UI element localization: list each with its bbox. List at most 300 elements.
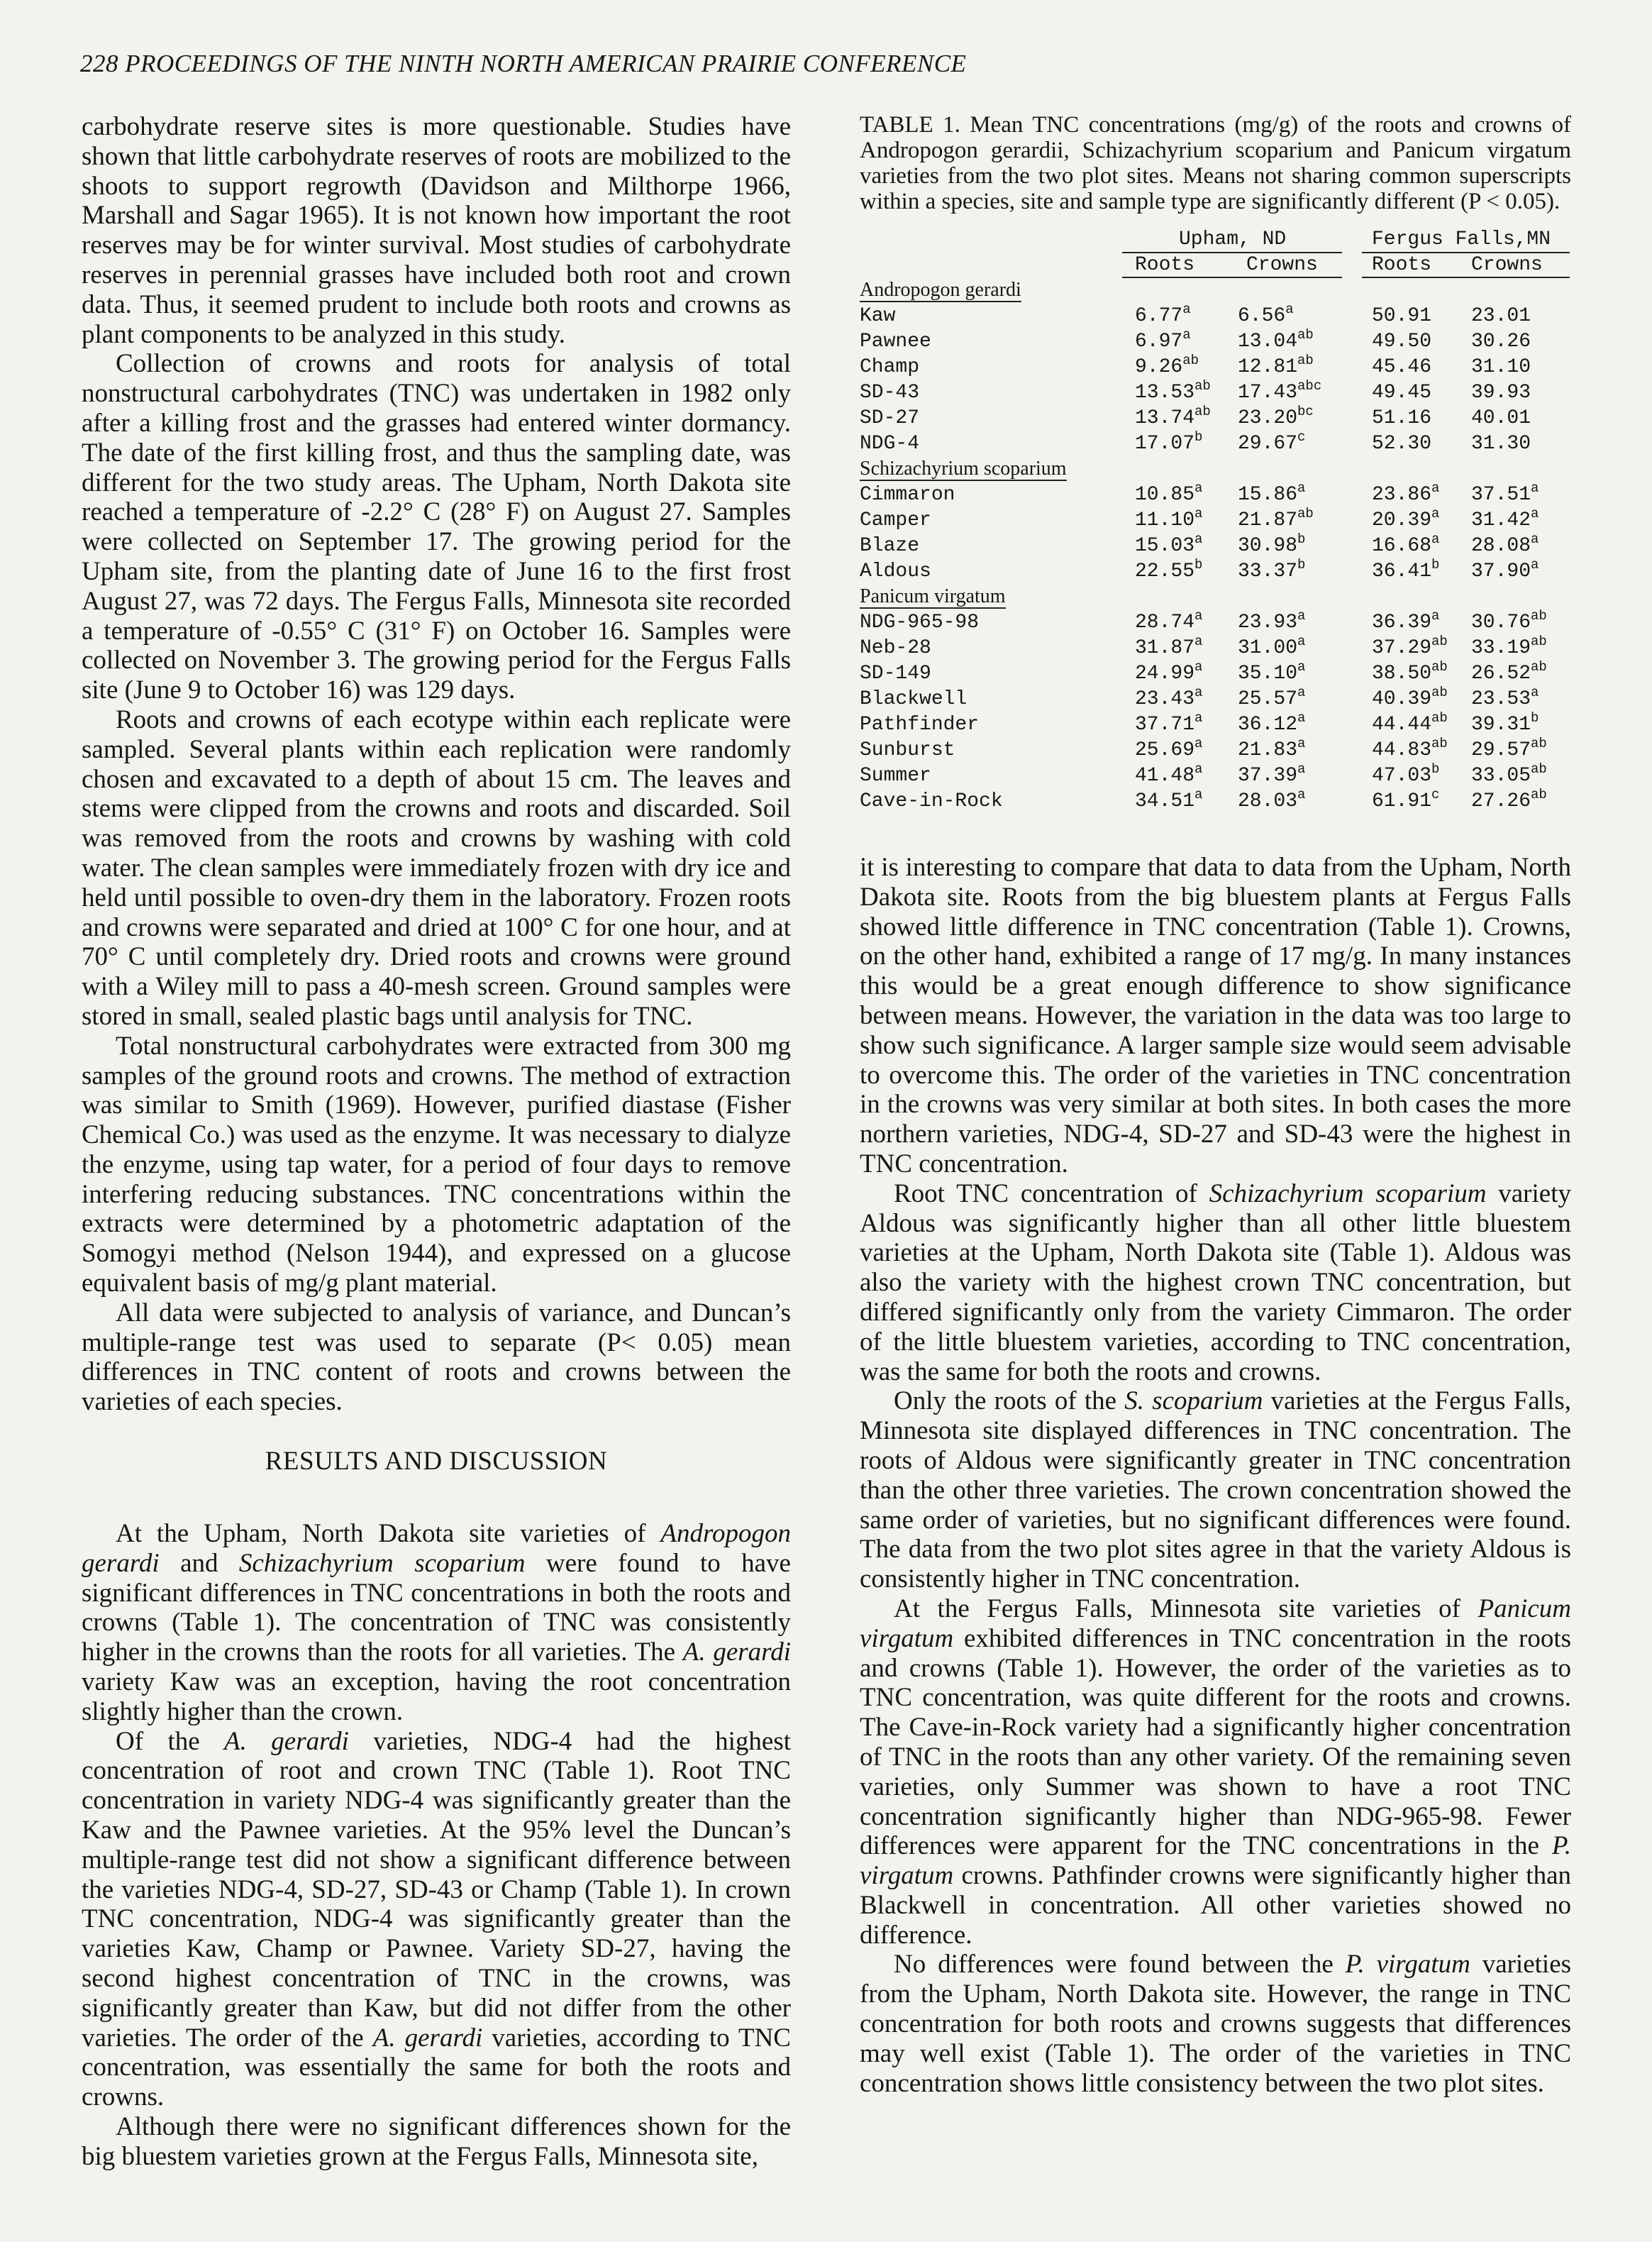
cell-value: 52.30 [1372,433,1432,455]
significance-letter: ab [1531,761,1547,777]
table-cell [1372,608,1440,634]
paragraph [82,705,791,1032]
cell-value: 9.26 [1135,356,1183,378]
paragraph [82,2112,791,2172]
site-header: Fergus Falls,MN [1372,228,1551,250]
table-cell [1135,634,1203,659]
cell-value: 31.10 [1471,356,1531,378]
cell-value: 23.53 [1471,688,1531,710]
table-cell [1135,353,1199,378]
cell-value: 20.39 [1372,509,1432,531]
significance-letter: ab [1431,685,1448,700]
table-row [860,378,1571,407]
table-cell [1135,608,1203,634]
cell-value: 30.76 [1471,612,1531,634]
column-rule [1362,277,1570,278]
cell-value: 30.98 [1238,535,1298,557]
table-row [860,761,1571,790]
cell-value: 31.00 [1238,637,1298,659]
cell-value: 50.91 [1372,305,1432,327]
significance-letter: a [1194,761,1203,777]
variety-name: Pathfinder [860,714,980,736]
table-cell [1135,480,1203,506]
table-cell [1471,608,1547,634]
significance-letter: a [1194,659,1203,675]
variety-name: SD-149 [860,663,931,685]
text-run: Total nonstructural carbohydrates were extracted from 300 mg samples of the ground roots and crowns. The method of extraction was similar to Smith (1969). However, purified diastase (Fisher Chemical Co.) was used as the enzyme. It was necessary to dialyze the enzyme, using tap water, for a period of four days to remove interfering reducing substances. TNC concentrations within the extracts were determined by a photometric adaptation of the Somogyi method (Nelson 1944), and expressed on a glucose equivalent basis of mg/g plant material. [82,1031,791,1298]
significance-letter: a [1531,480,1539,496]
paragraph [860,1386,1571,1594]
text-run: Only the roots of the [894,1386,1125,1416]
table-cell [1135,787,1203,812]
cell-value: 29.57 [1471,739,1531,761]
site-header: Upham, ND [1179,228,1287,250]
table-cell [1372,531,1440,557]
table-cell [1471,331,1531,353]
table-row [860,634,1571,663]
significance-letter: a [1194,531,1203,547]
variety-name: Cimmaron [860,484,955,506]
methods-text [82,112,791,1417]
cell-value: 36.12 [1238,714,1298,736]
table-cell [1238,480,1306,506]
table-cell [1372,305,1431,327]
cell-value: 34.51 [1135,790,1195,812]
variety-name: Neb-28 [860,637,931,659]
table-cell [1135,506,1203,531]
table-cell [1135,302,1191,327]
text-run: varieties at the Fergus Falls, Minnesota site displayed differences in TNC concentration. The roots of Aldous were significantly greater in TNC concentration than the other three varieties. The crown concentration showed the same order of varieties, but no significant differences were found. The data from the two plot sites agree in that the variety Aldous is consistently higher in TNC concentration. [860,1386,1571,1594]
cell-value: 23.01 [1471,305,1531,327]
variety-name: NDG-4 [860,433,920,455]
cell-value: 44.83 [1372,739,1432,761]
table-cell [1238,634,1306,659]
table-row [860,531,1571,560]
cell-value: 37.51 [1471,484,1531,506]
italic-term: Andropogon gerardi [82,1519,791,1578]
cell-value: 13.74 [1135,407,1195,429]
table-cell [1238,429,1306,455]
italic-term: P. virgatum [1345,1950,1470,1979]
table-cell [1471,506,1539,531]
table-cell [1135,378,1211,404]
variety-name: SD-43 [860,382,920,404]
significance-letter: ab [1431,736,1448,751]
cell-value: 33.19 [1471,637,1531,659]
cell-value: 21.87 [1238,509,1298,531]
variety-name: Aldous [860,560,931,582]
cell-value: 30.26 [1471,331,1531,353]
significance-letter: b [1297,557,1306,573]
cell-value: 39.93 [1471,382,1531,404]
table-cell [1238,404,1314,429]
table-cell [1471,685,1539,710]
table-row [860,429,1571,458]
significance-letter: bc [1297,404,1314,419]
table-row [860,480,1571,509]
table-cell [1372,634,1448,659]
significance-letter: ab [1431,634,1448,649]
table-row [860,327,1571,356]
cell-value: 61.91 [1372,790,1432,812]
table-row [860,353,1571,382]
text-run: Roots and crowns of each ecotype within each replicate were sampled. Several plants within each replication were randomly chosen and excavated to a depth of about 15 cm. The leaves and stems were clipped from the crowns and roots and discarded. Soil was removed from the roots and crowns by washing with cold water. The clean samples were immediately frozen with dry ice and held until possible to oven-dry them in the laboratory. Frozen roots and crowns were separated and dried at 100° C for one hour, and at 70° C until completely dry. Dried roots and crowns were ground with a Wiley mill to pass a 40-mesh screen. Ground samples were stored in small, sealed plastic bags until analysis for TNC. [82,705,791,1031]
significance-letter: b [1431,557,1440,573]
italic-term: A. gerardi [372,2023,483,2053]
text-run: were found to have significant differences in TNC concentrations in both the roots and crowns (Table 1). The concentration of TNC was consistently higher in the crowns than the roots for all varieties. The [82,1548,791,1667]
table-cell [1471,305,1531,327]
significance-letter: ab [1297,506,1314,521]
cell-value: 17.07 [1135,433,1195,455]
significance-letter: a [1297,736,1306,751]
cell-value: 47.03 [1372,765,1432,787]
text-run: At the Upham, North Dakota site varieties of [116,1519,661,1549]
cell-value: 15.86 [1238,484,1298,506]
table-cell [1471,659,1547,685]
cell-value: 25.69 [1135,739,1195,761]
column-header: Crowns [1246,254,1318,276]
table-cell [1135,429,1203,455]
significance-letter: b [1194,557,1203,573]
table-row [860,404,1571,433]
significance-letter: a [1194,685,1203,700]
table-cell [1471,634,1547,659]
cell-value: 13.53 [1135,382,1195,404]
significance-letter: a [1531,557,1539,573]
significance-letter: a [1531,531,1539,547]
table-cell [1372,356,1431,378]
significance-letter: b [1297,531,1306,547]
text-run: it is interesting to compare that data to data from the Upham, North Dakota site. Roots from the big bluestem plants at Fergus Falls showed little difference in TNC concentration (Table 1). Crowns, on the other hand, exhibited a range of 17 mg/g. In many instances this would be a great enough difference to show significance between means. However, the variation in the data was too large to show such significance. A larger sample size would seem advisable to overcome this. The order of the varieties in TNC concentration in the crowns was very similar at both sites. In both cases the more northern varieties, NDG-4, SD-27 and SD-43 were the highest in TNC concentration. [860,853,1571,1178]
significance-letter: a [1297,685,1306,700]
cell-value: 37.90 [1471,560,1531,582]
significance-letter: ab [1531,787,1547,802]
column-header: Roots [1372,254,1432,276]
significance-letter: a [1431,480,1440,496]
table-cell [1372,761,1440,787]
cell-value: 10.85 [1135,484,1195,506]
table-cell [1372,407,1431,429]
left-column [82,112,791,2172]
variety-name: Camper [860,509,931,531]
variety-name: Blaze [860,535,920,557]
right-column [860,112,1571,2098]
table-cell [1135,736,1203,761]
cell-value: 23.93 [1238,612,1298,634]
table-cell [1238,353,1314,378]
cell-value: 23.86 [1372,484,1432,506]
table-row [860,608,1571,637]
significance-letter: a [1431,608,1440,624]
table-cell [1372,331,1431,353]
table-row [860,506,1571,535]
significance-letter: a [1182,327,1191,343]
text-run: Although there were no significant differences shown for the big bluestem varieties grown at the Fergus Falls, Minnesota site, [82,2112,791,2171]
table-cell [1238,302,1294,327]
table-cell [1471,531,1539,557]
table-cell [1471,736,1547,761]
cell-value: 16.68 [1372,535,1432,557]
significance-letter: a [1297,787,1306,802]
cell-value: 28.03 [1238,790,1298,812]
significance-letter: a [1297,480,1306,496]
table-cell [1471,761,1547,787]
table-cell [1135,685,1203,710]
table-cell [1135,404,1211,429]
cell-value: 26.52 [1471,663,1531,685]
cell-value: 28.74 [1135,612,1195,634]
significance-letter: a [1297,634,1306,649]
table-cell [1471,787,1547,812]
text-run: All data were subjected to analysis of variance, and Duncan’s multiple-range test was used to separate (P< 0.05) mean differences in TNC content of roots and crowns between the varieties of each species. [82,1298,791,1417]
text-run: exhibited differences in TNC concentration in the roots and crowns (Table 1). However, the order of the varieties as to TNC concentration, was quite different for the roots and crowns. The Cave-in-Rock variety had a significantly higher concentration of TNC in the roots than any other variety. Of the remaining seven varieties, only Summer was shown to have a root TNC concentration significantly higher than NDG-965-98. Fewer differences were apparent for the TNC concentrations in the [860,1623,1571,1861]
significance-letter: ab [1531,608,1547,624]
cell-value: 28.08 [1471,535,1531,557]
variety-name: Summer [860,765,931,787]
significance-letter: c [1431,787,1440,802]
text-run: varieties, according to TNC concentration, was essentially the same for both the roots and crowns. [82,2023,791,2112]
italic-term: Schizachyrium scoparium [1209,1178,1487,1208]
text-run: crowns. Pathfinder crowns were significantly higher than Blackwell in concentration. All other varieties showed no difference. [860,1861,1571,1950]
table-cell [1238,378,1322,404]
cell-value: 38.50 [1372,663,1432,685]
table-caption [860,112,1571,214]
table-cell [1238,787,1306,812]
text-run: Collection of crowns and roots for analysis of total nonstructural carbohydrates (TNC) was undertaken in 1982 only after a killing frost and the grasses had entered winter dormancy. The date of the first killing frost, and thus the sampling date, was different for the two study areas. The Upham, North Dakota site reached a temperature of -2.2° C (28° F) on August 27. Samples were collected on September 17. The growing period for the Upham site, from the planting date of June 16 to the first frost August 27, was 72 days. The Fergus Falls, Minnesota site recorded a temperature of -0.55° C (31° F) on October 16. Samples were collected on November 3. The growing period for the Fergus Falls site (June 9 to October 16) was 129 days. [82,349,791,705]
cell-value: 22.55 [1135,560,1195,582]
significance-letter: ab [1182,353,1199,368]
cell-value: 15.03 [1135,535,1195,557]
table-row [860,659,1571,688]
paragraph [82,1298,791,1417]
cell-value: 49.45 [1372,382,1432,404]
text-run: variety Aldous was significantly higher than all other little bluestem varieties at the Upham, North Dakota site (Table 1). Aldous was also the variety with the highest crown TNC concentration, but differed significantly only from the variety Cimmaron. The order of the little bluestem varieties, according to TNC concentration, was the same for both the roots and crowns. [860,1178,1571,1386]
cell-value: 13.04 [1238,331,1298,353]
text-run: Root TNC concentration of [894,1178,1209,1208]
significance-letter: a [1182,302,1191,317]
table-caption-text: TABLE 1. Mean TNC concentrations (mg/g) of the roots and crowns of Andropogon gerardii, Schizachyrium scoparium and Panicum virgatum varieties from the two plot sites. Means not sharing common superscripts within a species, site and sample type are significantly different (P < 0.05). [860,112,1571,214]
table-1 [860,228,1571,853]
site-rule [1362,252,1570,253]
cell-value: 51.16 [1372,407,1432,429]
cell-value: 44.44 [1372,714,1432,736]
discussion-text [860,853,1571,2098]
table-cell [1135,327,1191,353]
cell-value: 33.05 [1471,765,1531,787]
table-row [860,302,1571,331]
italic-term: S. scoparium [1124,1386,1263,1416]
table-cell [1135,710,1203,736]
significance-letter: a [1297,761,1306,777]
significance-letter: ab [1431,659,1448,675]
significance-letter: a [1531,506,1539,521]
table-cell [1471,407,1531,429]
variety-name: Blackwell [860,688,968,710]
table-cell [1471,433,1531,455]
significance-letter: ab [1194,404,1211,419]
table-cell [1238,608,1306,634]
cell-value: 36.39 [1372,612,1432,634]
text-run: At the Fergus Falls, Minnesota site varieties of [894,1594,1478,1623]
cell-value: 25.57 [1238,688,1298,710]
significance-letter: a [1297,608,1306,624]
column-header: Crowns [1471,254,1543,276]
column-rule [1122,277,1342,278]
table-cell [1372,480,1440,506]
italic-term: Panicum virgatum [860,1594,1571,1653]
site-rule [1122,252,1342,253]
table-cell [1238,736,1306,761]
cell-value: 36.41 [1372,560,1432,582]
column-header: Roots [1135,254,1195,276]
running-header: 228 PROCEEDINGS OF THE NINTH NORTH AMERICAN PRAIRIE CONFERENCE [80,50,967,77]
cell-value: 31.42 [1471,509,1531,531]
significance-letter: c [1297,429,1306,445]
table-row [860,557,1571,586]
italic-term: Schizachyrium scoparium [238,1548,526,1578]
table-cell [1238,557,1306,582]
section-heading-results: RESULTS AND DISCUSSION [265,1447,608,1476]
table-cell [1238,761,1306,787]
table-row [860,685,1571,714]
significance-letter: ab [1531,634,1547,649]
text-run: varieties, NDG-4 had the highest concentration of root and crown TNC (Table 1). Root TNC concentration in variety NDG-4 was significantly greater than the Kaw and the Pawnee varieties. At the 95% level the Duncan’s multiple-range test did not show a significant difference between the varieties NDG-4, SD-27, SD-43 or Champ (Table 1). In crown TNC concentration, NDG-4 was significantly greater than the varieties Kaw, Champ or Pawnee. Variety SD-27, having the second highest concentration of TNC in the crowns, was significantly greater than Kaw, but did not differ from the other varieties. The order of the [82,1726,791,2053]
table-cell [1372,557,1440,582]
table-cell [1372,787,1440,812]
cell-value: 35.10 [1238,663,1298,685]
table-row [860,710,1571,739]
table-cell [1135,531,1203,557]
table-cell [1135,659,1203,685]
paragraph [82,1519,791,1727]
paragraph [82,1032,791,1298]
table-cell [1471,710,1539,736]
significance-letter: a [1194,634,1203,649]
variety-name: Champ [860,356,920,378]
significance-letter: a [1297,659,1306,675]
table-cell [1372,506,1440,531]
cell-value: 23.43 [1135,688,1195,710]
cell-value: 21.83 [1238,739,1298,761]
table-cell [1238,659,1306,685]
cell-value: 24.99 [1135,663,1195,685]
table-cell [1471,382,1531,404]
italic-term: P. virgatum [860,1831,1571,1891]
cell-value: 11.10 [1135,509,1195,531]
species-label: Schizachyrium scoparium [860,458,1067,480]
cell-value: 29.67 [1238,433,1298,455]
table-cell [1238,531,1306,557]
text-run: Of the [116,1726,225,1756]
table-cell [1372,433,1431,455]
cell-value: 6.77 [1135,305,1183,327]
cell-value: 37.71 [1135,714,1195,736]
significance-letter: ab [1431,710,1448,726]
significance-letter: a [1531,685,1539,700]
text-run: variety Kaw was an exception, having the root concentration slightly higher than the crown. [82,1667,791,1726]
variety-name: Cave-in-Rock [860,790,1003,812]
significance-letter: a [1194,710,1203,726]
significance-letter: a [1194,787,1203,802]
table-cell [1471,557,1539,582]
table-cell [1471,480,1539,506]
italic-term: A. gerardi [224,1726,349,1756]
text-run: No differences were found between the [894,1950,1346,1979]
table-cell [1372,736,1448,761]
paragraph [82,349,791,705]
cell-value: 41.48 [1135,765,1195,787]
table-cell [1372,685,1448,710]
table-cell [1372,659,1448,685]
cell-value: 37.39 [1238,765,1298,787]
variety-name: Pawnee [860,331,931,353]
paragraph [860,853,1571,1179]
paragraph [860,1179,1571,1387]
table-cell [1238,685,1306,710]
significance-letter: a [1194,608,1203,624]
text-run: varieties from the Upham, North Dakota site. However, the range in TNC concentration for both roots and crowns suggests that differences may well exist (Table 1). The order of the varieties in TNC concentration shows little consistency between the two plot sites. [860,1950,1572,2098]
cell-value: 31.87 [1135,637,1195,659]
significance-letter: a [1285,302,1294,317]
significance-letter: b [1531,710,1539,726]
species-label: Andropogon gerardi [860,279,1021,301]
variety-name: NDG-965-98 [860,612,980,634]
cell-value: 37.29 [1372,637,1432,659]
paragraph [860,1950,1571,2098]
table-row [860,736,1571,765]
cell-value: 27.26 [1471,790,1531,812]
text-run: and [159,1548,239,1578]
significance-letter: a [1194,480,1203,496]
significance-letter: ab [1297,327,1314,343]
table-row [860,787,1571,816]
cell-value: 40.01 [1471,407,1531,429]
table-cell [1135,557,1203,582]
table-cell [1372,382,1431,404]
significance-letter: abc [1297,378,1322,394]
variety-name: Kaw [860,305,896,327]
significance-letter: a [1297,710,1306,726]
italic-term: A. gerardi [682,1638,791,1667]
table-cell [1238,710,1306,736]
cell-value: 23.20 [1238,407,1298,429]
significance-letter: a [1194,506,1203,521]
significance-letter: ab [1531,659,1547,675]
significance-letter: ab [1297,353,1314,368]
text-run: carbohydrate reserve sites is more questionable. Studies have shown that little carbohydrate reserves of roots are mobilized to the shoots to support regrowth (Davidson and Milthorpe 1966, Marshall and Sagar 1965). It is not known how important the root reserves may be for winter survival. Most studies of carbohydrate reserves in perennial grasses have included both root and crown data. Thus, it seemed prudent to include both roots and crowns as plant components to be analyzed in this study. [82,112,791,349]
significance-letter: a [1431,531,1440,547]
paragraph [860,1594,1571,1950]
significance-letter: a [1431,506,1440,521]
cell-value: 31.30 [1471,433,1531,455]
table-cell [1471,356,1531,378]
cell-value: 39.31 [1471,714,1531,736]
cell-value: 40.39 [1372,688,1432,710]
significance-letter: ab [1194,378,1211,394]
cell-value: 49.50 [1372,331,1432,353]
variety-name: SD-27 [860,407,920,429]
significance-letter: b [1431,761,1440,777]
cell-value: 6.56 [1238,305,1286,327]
cell-value: 33.37 [1238,560,1298,582]
species-label: Panicum virgatum [860,585,1006,607]
table-cell [1238,327,1314,353]
significance-letter: ab [1531,736,1547,751]
paragraph [82,112,791,349]
paragraph [82,1727,791,2112]
cell-value: 6.97 [1135,331,1183,353]
table-cell [1372,710,1448,736]
